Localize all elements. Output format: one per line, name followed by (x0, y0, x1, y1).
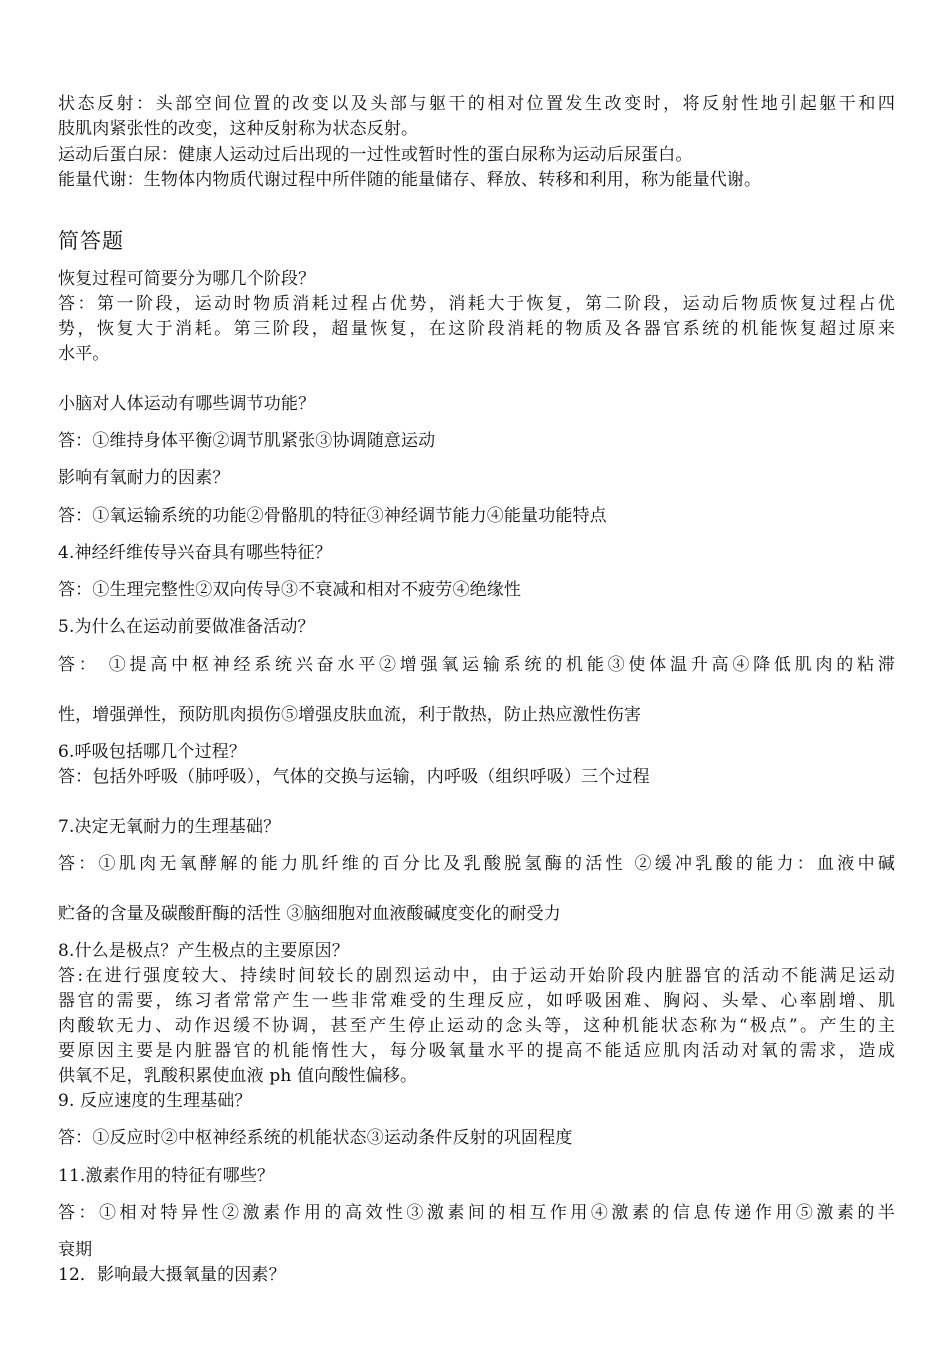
answer-line: 答:在进行强度较大、持续时间较长的剧烈运动中，由于运动开始阶段内脏器官的活动不能满足运动 (58, 966, 895, 986)
section-title: 简答题 (58, 229, 124, 253)
question: 恢复过程可简要分为哪几个阶段？ (58, 269, 316, 289)
answer-line: 答：①氧运输系统的功能②骨骼肌的特征③神经调节能力④能量功能特点 (58, 506, 607, 526)
answer-line: 性，增强弹性，预防肌肉损伤⑤增强皮肤血流，利于散热，防止热应激性伤害 (58, 705, 642, 725)
question: 9. 反应速度的生理基础？ (58, 1091, 252, 1111)
answer-line: 水平。 (58, 344, 110, 364)
question: 12．影响最大摄氧量的因素？ (58, 1265, 286, 1285)
answer-line: 答：包括外呼吸（肺呼吸），气体的交换与运输，内呼吸（组织呼吸）三个过程 (58, 767, 650, 787)
answer-line: 要原因主要是内脏器官的机能惰性大，每分吸氧量水平的提高不能适应肌肉活动对氧的需求，造成 (58, 1041, 895, 1061)
answer-line: 答：第一阶段，运动时物质消耗过程占优势，消耗大于恢复，第二阶段，运动后物质恢复过程占优 (58, 294, 895, 314)
question: 6.呼吸包括哪几个过程？ (58, 742, 247, 762)
question: 小脑对人体运动有哪些调节功能？ (58, 394, 316, 414)
answer-line: 肉酸软无力、动作迟缓不协调，甚至产生停止运动的念头等，这种机能状态称为“极点”。产生的主 (58, 1016, 895, 1036)
definition-line: 肢肌肉紧张性的改变，这种反射称为状态反射。 (58, 119, 419, 139)
definition-line: 能量代谢：生物体内物质代谢过程中所伴随的能量储存、释放、转移和利用，称为能量代谢。 (58, 170, 762, 190)
answer-line: 贮备的含量及碳酸酐酶的活性 ③脑细胞对血液酸碱度变化的耐受力 (58, 904, 561, 924)
answer-line: 答：①反应时②中枢神经系统的机能状态③运动条件反射的巩固程度 (58, 1128, 573, 1148)
question: 7.决定无氧耐力的生理基础？ (58, 817, 281, 837)
answer-line: 答：①肌肉无氧酵解的能力肌纤维的百分比及乳酸脱氢酶的活性 ②缓冲乳酸的能力：血液中碱 (58, 854, 895, 874)
definition-line: 运动后蛋白尿：健康人运动过后出现的一过性或暂时性的蛋白尿称为运动后尿蛋白。 (58, 145, 693, 165)
answer-line: 答： ①提高中枢神经系统兴奋水平②增强氧运输系统的机能③使体温升高④降低肌肉的粘滞 (58, 655, 895, 675)
answer-line: 答：①维持身体平衡②调节肌紧张③协调随意运动 (58, 431, 436, 451)
answer-line: 答：①相对特异性②激素作用的高效性③激素间的相互作用④激素的信息传递作用⑤激素的半 (58, 1203, 895, 1223)
answer-line: 器官的需要，练习者常常产生一些非常难受的生理反应，如呼吸困难、胸闷、头晕、心率剧增、肌 (58, 991, 895, 1011)
question: 4.神经纤维传导兴奋具有哪些特征？ (58, 543, 332, 563)
answer-line: 供氧不足，乳酸积累使血液 ph 值向酸性偏移。 (58, 1066, 418, 1086)
question: 8.什么是极点？产生极点的主要原因？ (58, 941, 349, 961)
definition-line: 状态反射：头部空间位置的改变以及头部与躯干的相对位置发生改变时，将反射性地引起躯干和四 (58, 94, 895, 114)
question: 影响有氧耐力的因素？ (58, 468, 230, 488)
question: 5.为什么在运动前要做准备活动？ (58, 617, 315, 637)
answer-line: 衰期 (58, 1240, 93, 1260)
question: 11.激素作用的特征有哪些？ (58, 1166, 275, 1186)
answer-line: 势，恢复大于消耗。第三阶段，超量恢复，在这阶段消耗的物质及各器官系统的机能恢复超过原来 (58, 319, 895, 339)
answer-line: 答：①生理完整性②双向传导③不衰减和相对不疲劳④绝缘性 (58, 580, 522, 600)
